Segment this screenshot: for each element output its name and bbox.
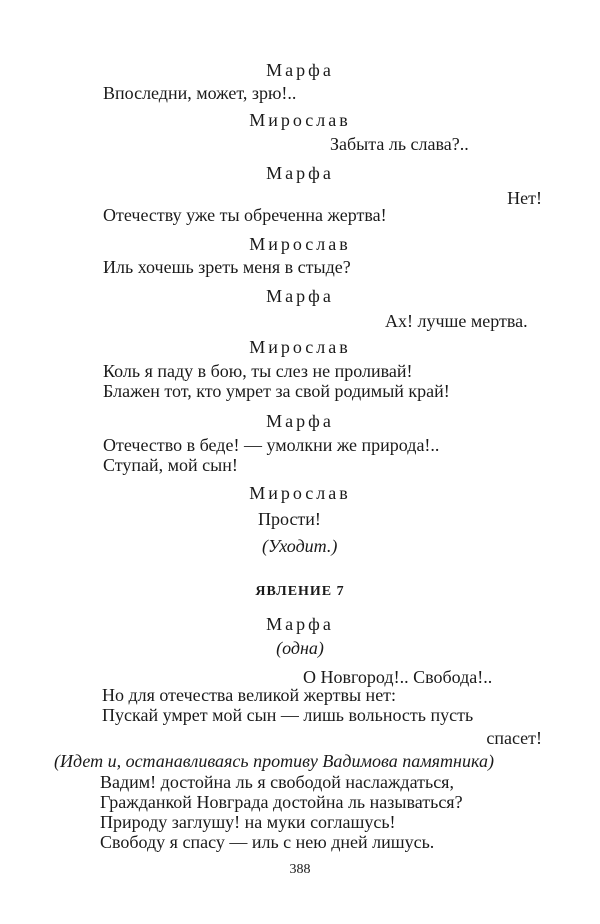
- verse-line: Иль хочешь зреть меня в стыде?: [103, 257, 351, 277]
- verse-line: Нет!: [507, 188, 542, 208]
- verse-line: Вадим! достойна ль я свободой наслаждаться,: [100, 772, 454, 792]
- verse-line: Забыта ль слава?..: [330, 134, 469, 154]
- stage-direction: (одна): [276, 638, 324, 658]
- verse-line: Ступай, мой сын!: [103, 455, 238, 475]
- verse-line: Отечество в беде! — умолкни же природа!..: [103, 435, 440, 455]
- verse-line: Но для отечества великой жертвы нет:: [102, 685, 397, 705]
- speaker-name: Марфа: [266, 411, 334, 431]
- verse-line: Впоследни, может, зрю!..: [103, 83, 297, 103]
- verse-line: спасет!: [486, 728, 542, 748]
- speaker-name: Марфа: [266, 614, 334, 634]
- verse-line: Пускай умрет мой сын — лишь вольность пусть: [102, 705, 474, 725]
- verse-line: Гражданкой Новграда достойна ль называться?: [100, 792, 463, 812]
- verse-line: Блажен тот, кто умрет за свой родимый край!: [103, 381, 450, 401]
- verse-line: Отечеству уже ты обреченна жертва!: [103, 205, 387, 225]
- speaker-name: Мирослав: [249, 234, 351, 254]
- speaker-name: Марфа: [266, 163, 334, 183]
- speaker-name: Мирослав: [249, 110, 351, 130]
- verse-line: Свободу я спасу — иль с нею дней лишусь.: [100, 832, 435, 852]
- speaker-name: Мирослав: [249, 483, 351, 503]
- speaker-name: Марфа: [266, 60, 334, 80]
- stage-direction: (Уходит.): [262, 536, 338, 556]
- page-number: 388: [289, 862, 311, 877]
- speaker-name: Марфа: [266, 286, 334, 306]
- scene-heading: ЯВЛЕНИЕ 7: [255, 584, 345, 599]
- verse-line: Ах! лучше мертва.: [385, 311, 528, 331]
- verse-line: Прости!: [258, 509, 321, 529]
- verse-line: Коль я паду в бою, ты слез не проливай!: [103, 361, 413, 381]
- verse-line: Природу заглушу! на муки соглашусь!: [100, 812, 396, 832]
- stage-direction: (Идет и, останавливаясь противу Вадимова памятника): [54, 751, 494, 771]
- speaker-name: Мирослав: [249, 337, 351, 357]
- verse-line: О Новгород!.. Свобода!..: [303, 667, 493, 687]
